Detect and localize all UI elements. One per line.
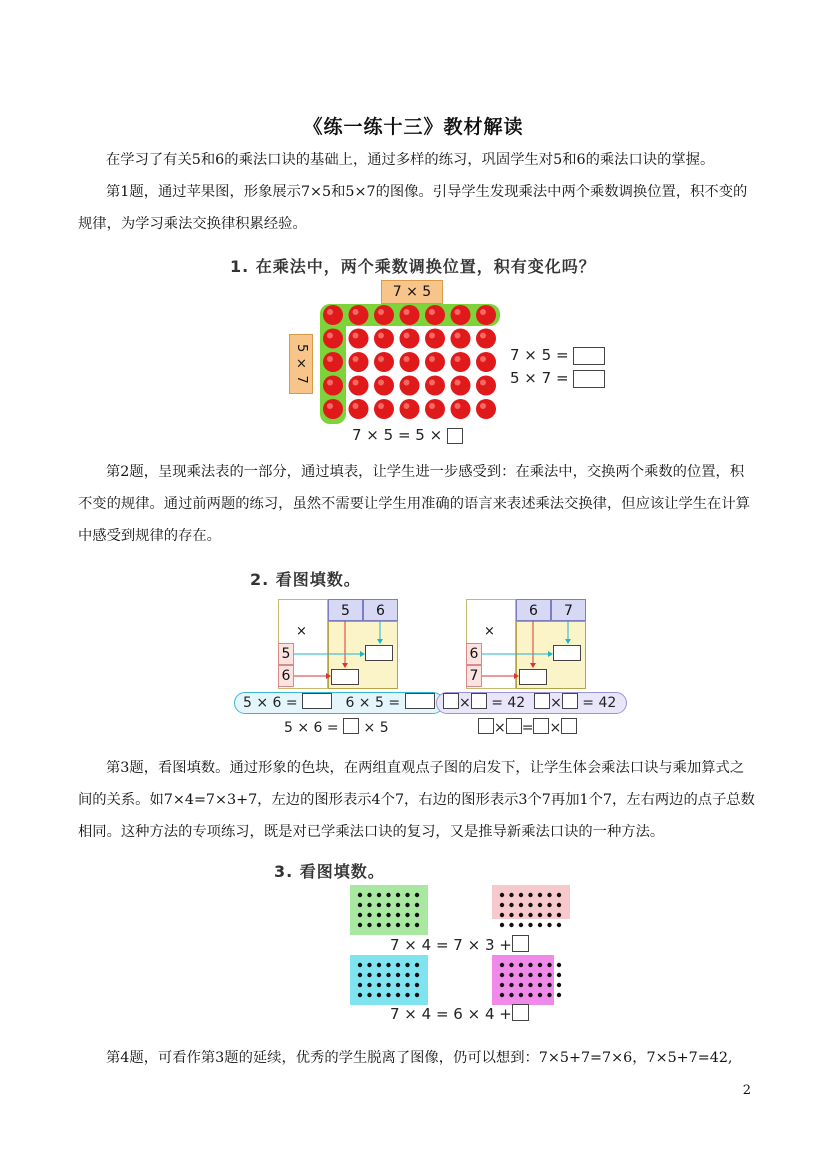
dot xyxy=(377,903,381,907)
dot xyxy=(377,983,381,987)
figure-tables xyxy=(228,565,628,740)
dot xyxy=(519,903,523,907)
apple xyxy=(400,352,420,372)
apple xyxy=(323,376,343,396)
dot xyxy=(358,983,362,987)
apple-shine xyxy=(353,380,359,386)
figure2-heading: 2. 看图填数。 xyxy=(250,570,361,589)
commute-box-4[interactable] xyxy=(533,718,549,734)
dot xyxy=(396,973,400,977)
dot xyxy=(519,963,523,967)
apple xyxy=(349,376,369,396)
dot xyxy=(547,983,551,987)
dot xyxy=(415,913,419,917)
dot xyxy=(367,983,371,987)
apple xyxy=(476,399,496,419)
dot xyxy=(528,983,532,987)
page-title: 《练一练十三》教材解读 xyxy=(303,116,524,138)
pill-box-2[interactable] xyxy=(405,693,435,709)
dot xyxy=(358,963,362,967)
dot xyxy=(415,923,419,927)
dot xyxy=(386,963,390,967)
dot xyxy=(377,893,381,897)
apple-shine xyxy=(429,356,435,362)
dot xyxy=(500,923,504,927)
dot xyxy=(386,893,390,897)
dot xyxy=(367,973,371,977)
right-arrows xyxy=(466,599,586,689)
apple xyxy=(400,329,420,349)
apple-shine xyxy=(353,309,359,315)
dot xyxy=(405,923,409,927)
apple-shine xyxy=(327,380,333,386)
dot xyxy=(500,963,504,967)
apple-shine xyxy=(429,333,435,339)
dot xyxy=(367,893,371,897)
eq-7x4-7x3: 7 × 4 = 7 × 3 + xyxy=(390,935,529,954)
dot xyxy=(358,903,362,907)
dot xyxy=(405,983,409,987)
dots-answer-2[interactable] xyxy=(512,1004,529,1021)
dot xyxy=(547,963,551,967)
col-head-5: 5 xyxy=(328,599,363,621)
dots-cyan-7x4 xyxy=(350,955,428,1005)
left-arrows xyxy=(278,599,398,689)
left-eq-pill: 5 × 6 = 6 × 5 = xyxy=(234,692,444,714)
apple-shine xyxy=(327,333,333,339)
row-head-6: 6 xyxy=(278,665,294,687)
dot xyxy=(519,923,523,927)
apple-shine xyxy=(480,356,486,362)
apple xyxy=(476,376,496,396)
apple xyxy=(349,399,369,419)
pill-box-3[interactable] xyxy=(443,693,459,709)
apple-shine xyxy=(353,403,359,409)
pill-box-4[interactable] xyxy=(471,693,487,709)
pill-box-5[interactable] xyxy=(534,693,550,709)
dot xyxy=(377,973,381,977)
apple xyxy=(451,329,471,349)
dot xyxy=(538,923,542,927)
dot xyxy=(557,963,561,967)
dot xyxy=(519,993,523,997)
dot xyxy=(367,903,371,907)
dots-pink-7x3-plus-7 xyxy=(492,885,570,935)
apple xyxy=(374,305,394,325)
dot xyxy=(500,993,504,997)
dot xyxy=(396,983,400,987)
apple-grid xyxy=(318,302,503,427)
answer-box-2[interactable] xyxy=(573,370,605,388)
dots-magenta-6x4-plus-4 xyxy=(492,955,570,1005)
dot xyxy=(405,903,409,907)
apple-shine xyxy=(455,403,461,409)
apple xyxy=(323,329,343,349)
commute-box-1[interactable] xyxy=(343,718,359,734)
dot xyxy=(538,983,542,987)
dot xyxy=(386,903,390,907)
dot xyxy=(509,893,513,897)
apple-shine xyxy=(378,309,384,315)
q2-paragraph: 第2题，呈现乘法表的一部分，通过填表，让学生进一步感受到：在乘法中，交换两个乘数的位置，积不变的规律。通过前两题的练习，虽然不需要让学生用准确的语言来表述乘法交换律，但应该让学生在计算中感受到规律的存在。 xyxy=(78,464,750,544)
dot xyxy=(405,913,409,917)
dot xyxy=(405,963,409,967)
dot xyxy=(547,973,551,977)
q4-paragraph: 第4题，可看作第3题的延续，优秀的学生脱离了图像，仍可以想到：7×5+7=7×6，7×5+7=42, xyxy=(106,1050,733,1066)
dot xyxy=(358,923,362,927)
col-head-7: 7 xyxy=(551,599,586,621)
dot xyxy=(386,983,390,987)
col-head-6: 6 xyxy=(516,599,551,621)
dot xyxy=(509,913,513,917)
dot xyxy=(557,993,561,997)
dot xyxy=(358,973,362,977)
dot xyxy=(415,893,419,897)
dot xyxy=(396,913,400,917)
dot xyxy=(415,963,419,967)
dots-answer-1[interactable] xyxy=(512,935,529,952)
dot xyxy=(367,993,371,997)
figure3-heading: 3. 看图填数。 xyxy=(274,862,385,881)
apple-shine xyxy=(404,309,410,315)
apple-shine xyxy=(455,380,461,386)
dot xyxy=(528,963,532,967)
apple-shine xyxy=(404,356,410,362)
dot xyxy=(538,963,542,967)
left-eq-commute: 5 × 6 = × 5 xyxy=(284,720,389,736)
apple xyxy=(425,399,445,419)
dot xyxy=(405,993,409,997)
dot xyxy=(386,923,390,927)
answer-box-1[interactable] xyxy=(573,347,605,365)
dot xyxy=(367,963,371,967)
apple xyxy=(425,305,445,325)
dot xyxy=(547,903,551,907)
q3-paragraph: 第3题，看图填数。通过形象的色块，在两组直观点子图的启发下，让学生体会乘法口诀与乘加算式之间的关系。如7×4=7×3+7，左边的图形表示4个7，右边的图形表示3个7再加1个7，左右两边的点子总数相同。这种方法的专项练习，既是对已学乘法口诀的复习，又是推导新乘法口诀的一种方法。 xyxy=(78,760,755,840)
apple xyxy=(374,329,394,349)
apple-shine xyxy=(327,403,333,409)
apple xyxy=(323,305,343,325)
dot xyxy=(528,913,532,917)
apple-shine xyxy=(378,333,384,339)
dot xyxy=(528,903,532,907)
dot xyxy=(557,893,561,897)
dot xyxy=(509,923,513,927)
apple xyxy=(476,329,496,349)
eq-7x5: 7 × 5 = xyxy=(510,346,605,365)
left-mult-table xyxy=(278,599,398,689)
dot xyxy=(386,993,390,997)
dot xyxy=(528,973,532,977)
dot xyxy=(519,983,523,987)
right-mult-table xyxy=(466,599,586,689)
dot xyxy=(386,973,390,977)
apple-shine xyxy=(378,380,384,386)
apple-shine xyxy=(353,356,359,362)
commute-box-3[interactable] xyxy=(506,718,522,734)
q1-paragraph: 第1题，通过苹果图，形象展示7×5和5×7的图像。引导学生发现乘法中两个乘数调换位置，积不变的规律，为学习乘法交换律积累经验。 xyxy=(78,184,748,232)
dot xyxy=(547,913,551,917)
apple xyxy=(323,352,343,372)
apple xyxy=(451,305,471,325)
dot xyxy=(396,923,400,927)
apple xyxy=(425,352,445,372)
apple xyxy=(400,376,420,396)
page-number: 2 xyxy=(742,1083,751,1098)
answer-box-3[interactable] xyxy=(447,428,463,444)
times-sign: × xyxy=(296,624,307,639)
apple-shine xyxy=(353,333,359,339)
dot xyxy=(386,913,390,917)
apple-shine xyxy=(455,309,461,315)
dot xyxy=(509,973,513,977)
eq-5x7: 5 × 7 = xyxy=(510,369,605,388)
figure-dots xyxy=(268,855,578,1035)
apple-shine xyxy=(378,356,384,362)
right-eq-commute: × = × xyxy=(478,718,577,736)
apple-shine xyxy=(480,380,486,386)
pill-box-6[interactable] xyxy=(562,693,578,709)
apple-shine xyxy=(455,333,461,339)
apple-shine xyxy=(404,380,410,386)
side-label: 5 × 7 xyxy=(289,334,313,394)
dot xyxy=(528,923,532,927)
dot xyxy=(500,983,504,987)
dot xyxy=(500,903,504,907)
dot xyxy=(396,893,400,897)
dot xyxy=(396,963,400,967)
apple-shine xyxy=(429,403,435,409)
apple xyxy=(374,399,394,419)
eq-7x4-6x4: 7 × 4 = 6 × 4 + xyxy=(390,1004,529,1023)
apple-shine xyxy=(429,380,435,386)
apple-shine xyxy=(455,356,461,362)
dot xyxy=(557,903,561,907)
row-head-5: 5 xyxy=(278,643,294,665)
apple xyxy=(374,376,394,396)
apple xyxy=(349,329,369,349)
dot xyxy=(377,993,381,997)
dot xyxy=(557,913,561,917)
dot xyxy=(367,923,371,927)
commute-box-2[interactable] xyxy=(478,718,494,734)
dots-green-7x4 xyxy=(350,885,428,935)
apple-shine xyxy=(378,403,384,409)
dot xyxy=(538,903,542,907)
apple-shine xyxy=(480,309,486,315)
dot xyxy=(358,913,362,917)
dot xyxy=(415,903,419,907)
apple xyxy=(451,376,471,396)
dot xyxy=(538,973,542,977)
pill-box-1[interactable] xyxy=(302,693,332,709)
dot xyxy=(405,973,409,977)
apple xyxy=(349,352,369,372)
apple xyxy=(451,352,471,372)
dot xyxy=(377,963,381,967)
apple-shine xyxy=(480,403,486,409)
dot xyxy=(547,993,551,997)
dot xyxy=(415,993,419,997)
apple xyxy=(476,352,496,372)
dot xyxy=(377,923,381,927)
apple-shine xyxy=(327,356,333,362)
apple xyxy=(400,305,420,325)
top-label: 7 × 5 xyxy=(381,280,443,304)
right-eq-pill: × = 42 × = 42 xyxy=(436,692,627,714)
dot xyxy=(538,993,542,997)
dot xyxy=(509,993,513,997)
dot xyxy=(547,923,551,927)
dot xyxy=(377,913,381,917)
dot xyxy=(500,893,504,897)
dot xyxy=(396,993,400,997)
apple xyxy=(374,352,394,372)
apple xyxy=(451,399,471,419)
dot xyxy=(547,893,551,897)
eq-commute: 7 × 5 = 5 × xyxy=(352,426,463,444)
apple xyxy=(323,399,343,419)
dot xyxy=(358,893,362,897)
apple-shine xyxy=(404,333,410,339)
apple xyxy=(425,376,445,396)
col-head-6: 6 xyxy=(363,599,398,621)
dot xyxy=(415,973,419,977)
dot xyxy=(358,993,362,997)
dot xyxy=(415,983,419,987)
dot xyxy=(405,893,409,897)
apple xyxy=(476,305,496,325)
apple-shine xyxy=(327,309,333,315)
dot xyxy=(557,973,561,977)
row-head-7: 7 xyxy=(466,665,482,687)
figure1-heading: 1. 在乘法中，两个乘数调换位置，积有变化吗？ xyxy=(230,257,596,276)
dot xyxy=(528,993,532,997)
dot xyxy=(528,893,532,897)
dot xyxy=(509,983,513,987)
apple xyxy=(425,329,445,349)
dot xyxy=(538,913,542,917)
dot xyxy=(557,923,561,927)
dot xyxy=(519,893,523,897)
commute-box-5[interactable] xyxy=(561,718,577,734)
row-head-6: 6 xyxy=(466,643,482,665)
dot xyxy=(538,893,542,897)
intro-paragraph: 在学习了有关5和6的乘法口诀的基础上，通过多样的练习，巩固学生对5和6的乘法口诀的掌握。 xyxy=(106,152,715,168)
apple-shine xyxy=(480,333,486,339)
apple xyxy=(349,305,369,325)
apple-shine xyxy=(404,403,410,409)
figure-apples xyxy=(230,250,630,450)
dot xyxy=(500,973,504,977)
dot xyxy=(367,913,371,917)
dot xyxy=(557,983,561,987)
dot xyxy=(509,903,513,907)
dot xyxy=(519,913,523,917)
apple-shine xyxy=(429,309,435,315)
times-sign: × xyxy=(484,624,495,639)
dot xyxy=(500,913,504,917)
dot xyxy=(396,903,400,907)
apple xyxy=(400,399,420,419)
dot xyxy=(509,963,513,967)
dot xyxy=(519,973,523,977)
